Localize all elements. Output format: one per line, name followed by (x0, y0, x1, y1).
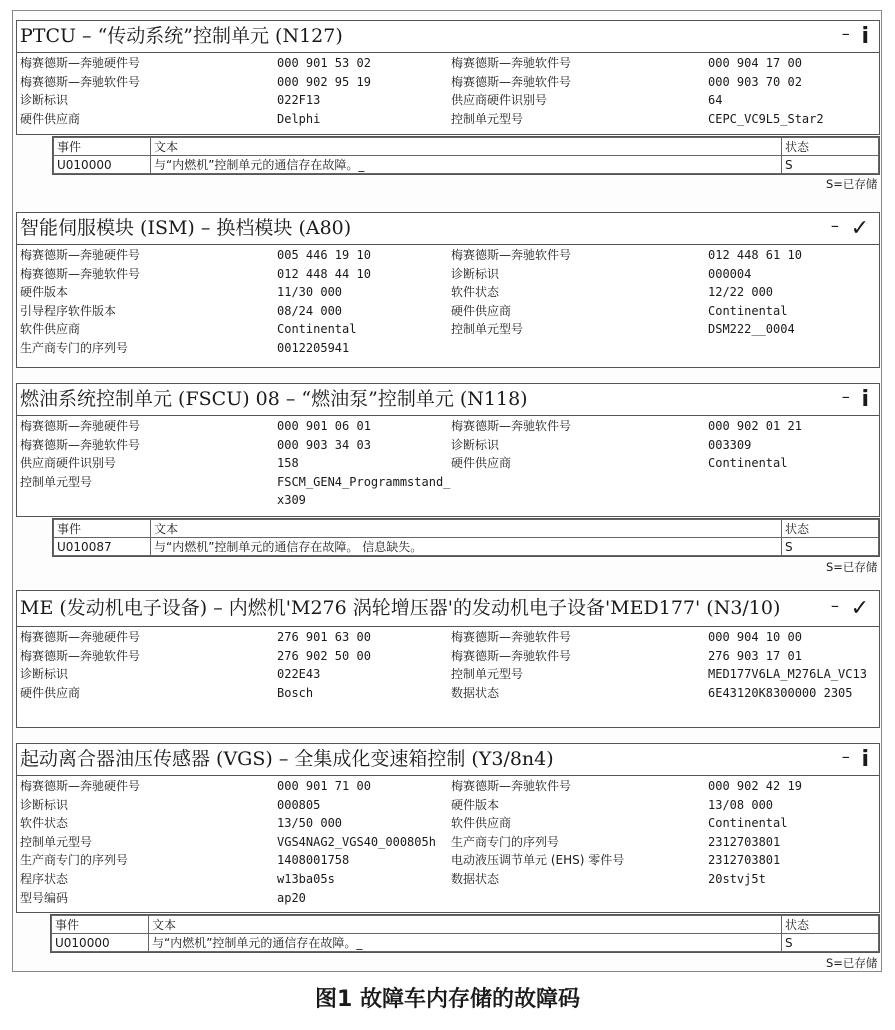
field-label: 软件供应商 (20, 322, 81, 337)
field-value: w13ba05s (277, 871, 335, 886)
field-label: 软件状态 (451, 285, 500, 300)
ecu-panel-vgs (16, 743, 880, 913)
field-value: 276 902 50 00 (277, 648, 371, 663)
info-icon[interactable]: – i (841, 24, 871, 49)
field-label: 型号编码 (20, 890, 69, 905)
field-label: 梅赛德斯—奔驰软件号 (451, 630, 572, 644)
event-status: S (782, 934, 879, 952)
event-table-body (53, 137, 879, 174)
field-label: 控制单元型号 (451, 667, 524, 682)
field-label: 梅赛德斯—奔驰硬件号 (20, 56, 141, 70)
field-value: 000 904 17 00 (708, 56, 802, 70)
field-label: 生产商专门的序列号 (20, 340, 129, 355)
field-value: MED177V6LA_M276LA_VC13 (708, 667, 867, 682)
ecu-info-grid (17, 416, 879, 513)
info-icon[interactable]: – i (841, 387, 871, 412)
field-label: 梅赛德斯—奔驰软件号 (451, 56, 572, 70)
event-row[interactable] (54, 538, 879, 556)
event-row[interactable] (54, 156, 879, 174)
field-label: 软件状态 (20, 816, 69, 831)
field-label: 硬件供应商 (451, 456, 512, 471)
event-table (52, 136, 880, 175)
field-label (451, 889, 708, 908)
event-column-header: 状态 (782, 520, 879, 538)
event-code: U010000 (52, 934, 149, 952)
field-value: 012 448 61 10 (708, 248, 802, 262)
event-header-row (54, 138, 879, 156)
event-column-header: 文本 (151, 520, 782, 538)
ecu-info-grid (17, 776, 879, 910)
event-code: U010087 (54, 538, 151, 556)
field-label: 梅赛德斯—奔驰硬件号 (20, 419, 141, 433)
field-value: ap20 (277, 890, 306, 905)
event-status: S (782, 156, 879, 174)
event-column-header: 文本 (151, 138, 782, 156)
panel-title: 智能伺服模块 (ISM) – 换档模块 (A80) – ✓ (17, 213, 879, 245)
field-value (708, 491, 884, 510)
field-value: DSM222__0004 (708, 322, 795, 337)
field-value: 000 901 06 01 (277, 419, 371, 433)
field-label: 诊断标识 (20, 667, 69, 682)
ecu-panel-me (16, 590, 880, 728)
field-value: 000 901 53 02 (277, 56, 371, 70)
field-value: 276 901 63 00 (277, 630, 371, 644)
field-value: 2312703801 (708, 853, 781, 868)
field-value: 6E43120K8300000 2305 (708, 685, 853, 700)
field-value: 003309 (708, 437, 752, 452)
event-header-row (54, 520, 879, 538)
field-label: 软件供应商 (451, 816, 512, 831)
field-label: 供应商硬件识别号 (451, 93, 548, 108)
event-table (52, 518, 880, 557)
field-label: 诊断标识 (20, 93, 69, 108)
field-label: 梅赛德斯—奔驰软件号 (20, 648, 141, 663)
field-value: Continental (708, 816, 788, 831)
field-label: 梅赛德斯—奔驰硬件号 (20, 779, 141, 793)
field-label (451, 339, 708, 358)
field-label: 数据状态 (451, 685, 500, 700)
field-label: 硬件版本 (451, 797, 500, 812)
field-label (20, 491, 277, 510)
field-label (451, 473, 708, 492)
check-icon[interactable]: – ✓ (830, 216, 871, 241)
field-value: CEPC_VC9L5_Star2 (708, 111, 824, 126)
field-label: 梅赛德斯—奔驰软件号 (451, 648, 572, 663)
field-label: 生产商专门的序列号 (451, 834, 560, 849)
field-value: 005 446 19 10 (277, 248, 371, 262)
field-label: 硬件供应商 (20, 111, 81, 126)
event-column-header: 事件 (54, 138, 151, 156)
field-value: 13/50 000 (277, 816, 343, 831)
field-value: 08/24 000 (277, 303, 343, 318)
field-label: 硬件供应商 (20, 685, 81, 700)
field-value: 20stvj5t (708, 871, 766, 886)
field-label: 梅赛德斯—奔驰软件号 (20, 266, 141, 281)
saved-legend: S=已存储 (826, 956, 878, 970)
event-column-header: 状态 (782, 916, 879, 934)
field-value: 000 902 95 19 (277, 74, 371, 89)
event-column-header: 状态 (782, 138, 879, 156)
event-status: S (782, 538, 879, 556)
field-value: Continental (708, 303, 788, 318)
field-value: 1408001758 (277, 853, 350, 868)
saved-legend: S=已存储 (826, 560, 878, 574)
field-label: 电动液压调节单元 (EHS) 零件号 (451, 853, 625, 868)
field-value: 000 901 71 00 (277, 779, 371, 793)
field-value: 012 448 44 10 (277, 266, 371, 281)
field-label: 梅赛德斯—奔驰软件号 (451, 248, 572, 262)
ecu-panel-fscu (16, 383, 880, 517)
event-text: 与“内燃机”控制单元的通信存在故障。_ (149, 934, 782, 952)
event-table-body (53, 519, 879, 556)
ecu-info-grid (17, 53, 879, 131)
field-label: 数据状态 (451, 871, 500, 886)
event-column-header: 事件 (52, 916, 149, 934)
saved-legend: S=已存储 (826, 177, 878, 191)
event-table (50, 914, 880, 953)
event-column-header: 事件 (54, 520, 151, 538)
field-value: FSCM_GEN4_Programmstand_ (277, 474, 451, 489)
field-value (708, 473, 884, 492)
field-value: 000 903 70 02 (708, 74, 802, 89)
field-label: 梅赛德斯—奔驰软件号 (451, 74, 572, 89)
field-label: 诊断标识 (451, 437, 500, 452)
field-label: 梅赛德斯—奔驰软件号 (20, 74, 141, 89)
event-column-header: 文本 (149, 916, 782, 934)
field-label: 梅赛德斯—奔驰硬件号 (20, 248, 141, 262)
field-label: 控制单元型号 (451, 322, 524, 337)
field-label: 生产商专门的序列号 (20, 853, 129, 868)
field-value: 13/08 000 (708, 797, 774, 812)
check-icon[interactable]: – ✓ (830, 596, 871, 621)
field-value: 000805 (277, 797, 321, 812)
ecu-panel-ism (16, 212, 880, 368)
field-value: Continental (277, 322, 357, 337)
event-table-body (51, 915, 879, 952)
field-value: 000 902 42 19 (708, 779, 802, 793)
event-text: 与“内燃机”控制单元的通信存在故障。 信息缺失。 (151, 538, 782, 556)
panel-title: ME (发动机电子设备) – 内燃机'M276 涡轮增压器'的发动机电子设备'MED177' (N3/10) – ✓ (17, 591, 879, 627)
field-label: 梅赛德斯—奔驰软件号 (451, 779, 572, 793)
event-text: 与“内燃机”控制单元的通信存在故障。_ (151, 156, 782, 174)
info-icon[interactable]: – i (841, 747, 871, 772)
field-label: 控制单元型号 (451, 111, 524, 126)
field-label: 硬件供应商 (451, 303, 512, 318)
panel-title: 起动离合器油压传感器 (VGS) – 全集成化变速箱控制 (Y3/8n4) – i (17, 744, 879, 776)
field-value: 000 904 10 00 (708, 630, 802, 644)
field-label: 供应商硬件识别号 (20, 456, 117, 471)
ecu-panel-ptcu (16, 20, 880, 135)
field-value: 000 903 34 03 (277, 437, 371, 452)
field-value: 022F13 (277, 93, 321, 108)
field-value: 0012205941 (277, 340, 350, 355)
event-header-row (52, 916, 879, 934)
field-value: Bosch (277, 685, 314, 700)
field-value (708, 339, 884, 358)
field-label: 引导程序软件版本 (20, 303, 117, 318)
field-value: VGS4NAG2_VGS40_000805h (277, 834, 436, 849)
ecu-info-grid (17, 627, 879, 705)
field-label: 梅赛德斯—奔驰软件号 (20, 437, 141, 452)
field-label: 梅赛德斯—奔驰软件号 (451, 419, 572, 433)
field-value: 022E43 (277, 667, 321, 682)
field-value (708, 889, 884, 908)
panel-title: 燃油系统控制单元 (FSCU) 08 – “燃油泵”控制单元 (N118) – i (17, 384, 879, 416)
field-label: 硬件版本 (20, 285, 69, 300)
field-value: 000004 (708, 266, 752, 281)
field-label: 诊断标识 (451, 266, 500, 281)
field-value: 158 (277, 456, 299, 471)
field-value: 276 903 17 01 (708, 648, 802, 663)
ecu-info-grid (17, 245, 879, 361)
event-row[interactable] (52, 934, 879, 952)
field-label (451, 491, 708, 510)
panel-title: PTCU – “传动系统”控制单元 (N127) – i (17, 21, 879, 53)
field-value: Delphi (277, 111, 321, 126)
field-label: 控制单元型号 (20, 834, 93, 849)
field-value: 11/30 000 (277, 285, 343, 300)
field-label: 诊断标识 (20, 797, 69, 812)
figure-caption: 图1 故障车内存储的故障码 (315, 987, 580, 1012)
field-value: x309 (277, 493, 306, 508)
event-code: U010000 (54, 156, 151, 174)
field-value: 64 (708, 93, 723, 108)
field-value: 000 902 01 21 (708, 419, 802, 433)
field-value: Continental (708, 456, 788, 471)
field-value: 12/22 000 (708, 285, 774, 300)
field-label: 程序状态 (20, 871, 69, 886)
field-label: 梅赛德斯—奔驰硬件号 (20, 630, 141, 644)
field-label: 控制单元型号 (20, 474, 93, 489)
field-value: 2312703801 (708, 834, 781, 849)
